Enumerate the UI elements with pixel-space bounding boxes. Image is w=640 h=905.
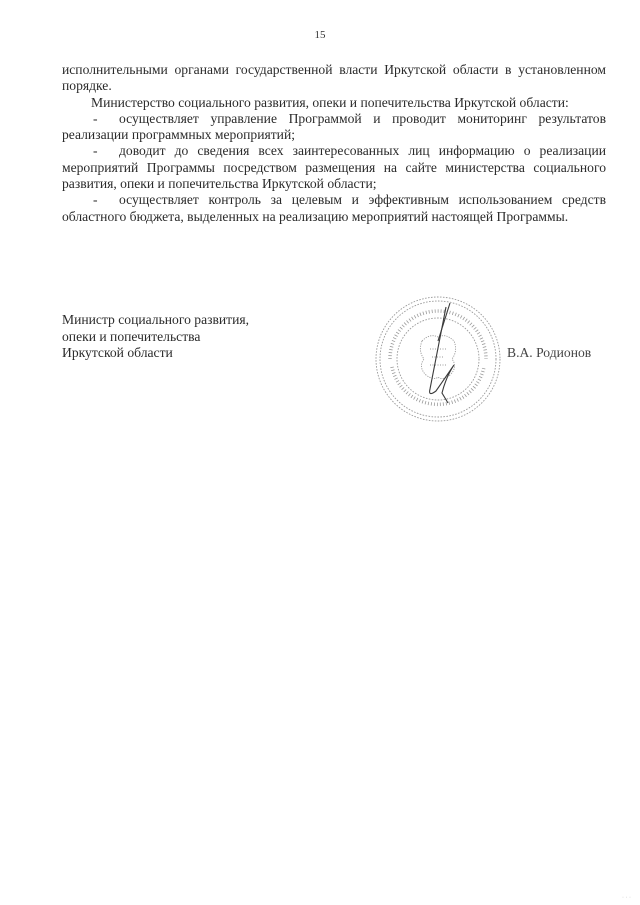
signature-title-line-1: Министр социального развития, — [62, 312, 250, 327]
list-item — [62, 143, 606, 192]
seal-icon — [372, 293, 504, 425]
paragraph-2: Министерство социального развития, опеки и попечительства Иркутской области: — [91, 94, 569, 110]
list-dash: - — [93, 110, 98, 126]
document-body — [62, 62, 606, 225]
list-item-text: доводит до сведения всех заинтересованных лиц информацию о реализации мероприятий Программы посредством размещения на сайте министерства социального развития, опеки и попечительства Иркутской области; — [62, 143, 606, 192]
list-item-text: осуществляет управление Программой и проводит мониторинг результатов реализации программных мероприятий; — [62, 110, 606, 143]
seal-graphic — [372, 293, 504, 425]
list-dash: - — [93, 143, 98, 159]
signature-title-line-2: опеки и попечительства — [62, 328, 201, 344]
signature-title-line-3: Иркутской области — [62, 345, 173, 360]
signature-title — [62, 312, 249, 362]
list-item-text: осуществляет контроль за целевым и эффективным использованием средств областного бюджета, выделенных на реализацию мероприятий настоящей Программы. — [62, 192, 606, 224]
signer-name: В.А. Родионов — [507, 345, 592, 360]
corner-mark: · · · — [622, 895, 631, 901]
list-dash: - — [93, 192, 98, 208]
paragraph-1: исполнительными органами государственной власти Иркутской области в установленном порядке. — [62, 62, 606, 94]
list-item — [62, 192, 606, 225]
page-number: 15 — [314, 29, 326, 41]
list-item — [62, 111, 606, 144]
